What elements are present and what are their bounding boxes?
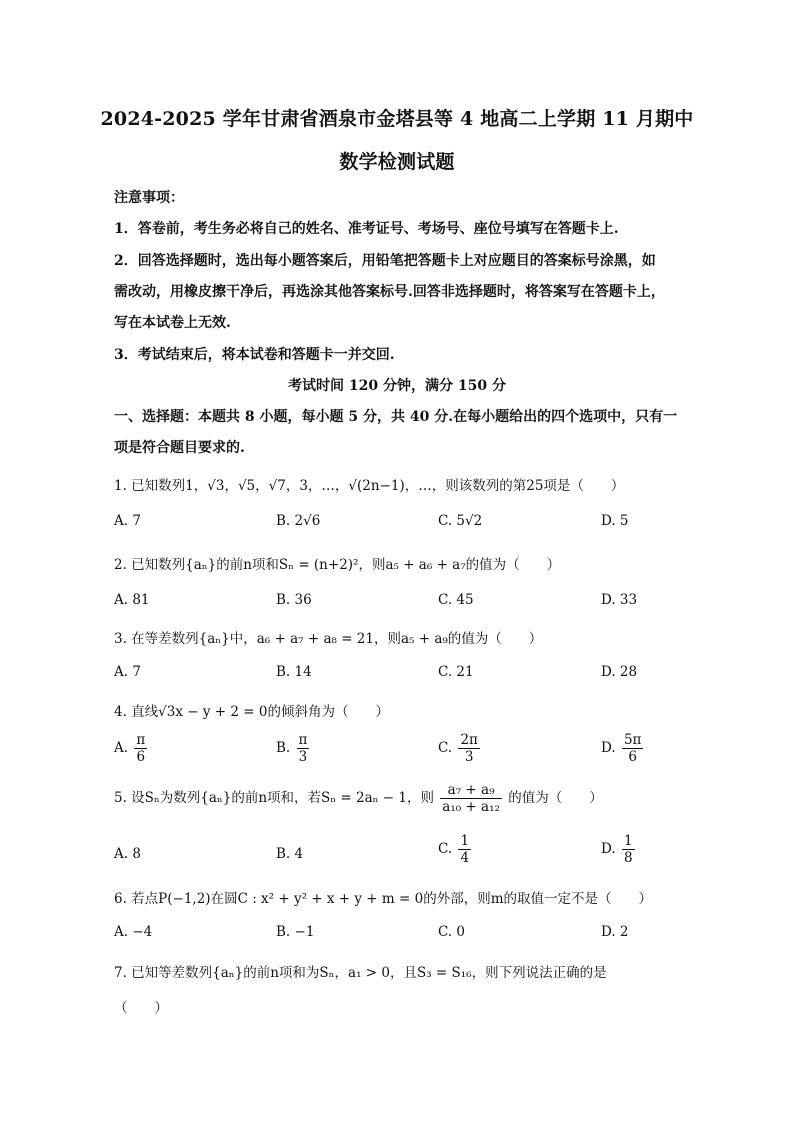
q4-option-b-denominator: 3 [298,749,308,765]
q4-option-c-fraction [458,732,479,765]
notes-heading: 注意事项： [114,190,184,206]
note-2-line2: 需改动，用橡皮擦干净后，再选涂其他答案标号.回答非选择题时，将答案写在答题卡上， [114,284,665,300]
q4-option-d-numerator: 5π [623,732,642,748]
q5-option-d-numerator: 1 [623,833,633,849]
q5-option-c [438,833,473,866]
q6-option-d: D. 2 [601,924,629,940]
section1-instructions-line2: 项是符合题目要求的. [114,440,245,456]
q2-option-a: A. 81 [114,592,150,608]
q2-option-c: C. 45 [438,592,474,608]
q5-option-d-denominator: 8 [623,850,633,866]
q4-option-c-numerator: 2π [460,732,478,748]
note-2-line1: 2．回答选择题时，选出每小题答案后，用铅笔把答题卡上对应题目的答案标号涂黑，如 [114,253,656,269]
section1-instructions-line1: 一、选择题：本题共 8 小题，每小题 5 分，共 40 分.在每小题给出的四个选项中，只有一 [114,409,678,425]
q5-option-c-fraction [458,833,471,866]
q4-option-c [438,732,482,765]
question-1: 1. 已知数列1，√3，√5，√7，3，…，√(2n−1)，…，则该数列的第25项是（ ） [114,478,625,494]
q1-option-c: C. 5√2 [438,513,483,529]
q4-option-c-label: C. [438,740,453,756]
q6-option-b: B. −1 [276,924,315,940]
q4-option-b-label: B. [276,740,291,756]
q5-option-d-label: D. [601,841,616,857]
question-4: 4. 直线√3x − y + 2 = 0的倾斜角为（ ） [114,704,389,720]
q5-option-c-label: C. [438,841,453,857]
question-7-line1: 7. 已知等差数列{aₙ}的前n项和为Sₙ，a₁ > 0，且S₃ = S₁₆，则下列说法正确的是 [114,965,607,981]
q4-option-d-label: D. [601,740,616,756]
q3-option-a: A. 7 [114,664,141,680]
q5-text-pre: 5. 设Sₙ为数列{aₙ}的前n项和，若Sₙ = 2aₙ − 1，则 [114,790,434,806]
q4-option-c-denominator: 3 [464,749,474,765]
q1-option-d: D. 5 [601,513,629,529]
q5-fraction [440,782,502,815]
q3-option-b: B. 14 [276,664,312,680]
q5-denominator: a₁₀ + a₁₂ [442,799,500,815]
question-3: 3. 在等差数列{aₙ}中，a₆ + a₇ + a₈ = 21，则a₅ + a₉的值为（ ） [114,631,543,647]
q5-option-d-fraction [622,833,635,866]
q2-option-b: B. 36 [276,592,312,608]
q4-option-a [114,732,149,765]
q5-option-a: A. 8 [114,846,141,862]
q4-option-b-numerator: π [298,732,308,748]
q3-option-d: D. 28 [601,664,638,680]
q4-option-d [601,732,645,765]
q4-option-a-label: A. [114,740,129,756]
q5-numerator: a₇ + a₉ [440,782,502,799]
q5-option-c-denominator: 4 [460,850,470,866]
note-3: 3．考试结束后，将本试卷和答题卡一并交回. [114,347,395,363]
q3-option-c: C. 21 [438,664,474,680]
exam-info: 考试时间 120 分钟，满分 150 分 [288,378,506,394]
q6-option-a: A. −4 [114,924,153,940]
q4-option-d-fraction [622,732,643,765]
q1-option-b: B. 2√6 [276,513,321,529]
exam-title-line1: 2024-2025 学年甘肃省酒泉市金塔县等 4 地高二上学期 11 月期中 [100,108,694,130]
q4-option-b-fraction [297,732,310,765]
q4-option-a-denominator: 6 [136,749,146,765]
note-2-line3: 写在本试卷上无效. [114,315,231,331]
q5-option-c-numerator: 1 [460,833,470,849]
q1-option-a: A. 7 [114,513,141,529]
question-2: 2. 已知数列{aₙ}的前n项和Sₙ = (n+2)²，则a₅ + a₆ + a₇的值为（ ） [114,557,561,573]
note-1: 1．答卷前，考生务必将自己的姓名、准考证号、考场号、座位号填写在答题卡上. [114,221,619,237]
question-5 [114,782,603,815]
q6-option-c: C. 0 [438,924,466,940]
q5-option-b: B. 4 [276,846,304,862]
q4-option-d-denominator: 6 [628,749,637,765]
q4-option-a-fraction [134,732,147,765]
question-6: 6. 若点P(−1,2)在圆C : x² + y² + x + y + m = 0的外部，则m的取值一定不是（ ） [114,891,652,907]
q5-option-d [601,833,637,866]
q4-option-a-numerator: π [136,732,146,748]
question-7-line2: （ ） [114,1000,168,1016]
q5-text-post: 的值为（ ） [508,790,603,806]
q2-option-d: D. 33 [601,592,638,608]
q4-option-b [276,732,311,765]
exam-title-line2: 数学检测试题 [339,151,455,173]
